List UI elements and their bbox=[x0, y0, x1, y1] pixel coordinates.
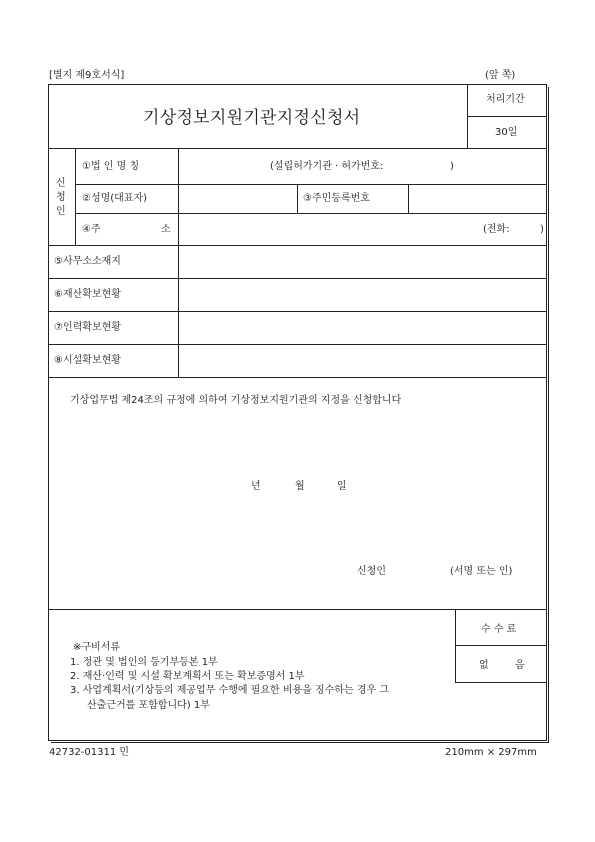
applicant-group-label-1: 신 bbox=[56, 178, 66, 189]
form-number: [별지 제9호서식] bbox=[49, 70, 125, 81]
address-label-end: 소 bbox=[161, 224, 171, 235]
rule-fee-bottom bbox=[455, 682, 547, 683]
representative-name-label: ②성명(대표자) bbox=[82, 193, 148, 204]
rule-name-split-2 bbox=[408, 184, 409, 213]
signature-note: (서명 또는 인) bbox=[450, 566, 513, 577]
rule-fee-split bbox=[455, 645, 547, 646]
required-document-3-cont: 산출근거를 포함합니다) 1부 bbox=[87, 700, 210, 711]
phone-close: ) bbox=[540, 224, 544, 235]
rule-title-bottom bbox=[48, 148, 547, 149]
required-document-1: 1. 정관 및 법인의 등기부등본 1부 bbox=[70, 657, 218, 668]
rule-applicant-1 bbox=[75, 184, 547, 185]
processing-period-value: 30일 bbox=[495, 127, 518, 138]
rule-name-split-1 bbox=[297, 184, 298, 213]
rule-applicant-bottom bbox=[48, 245, 547, 246]
date-day-label: 일 bbox=[337, 481, 347, 492]
corp-name-label: ①법 인 명 칭 bbox=[82, 161, 140, 172]
phone-label: (전화: bbox=[483, 224, 510, 235]
rule-fee-left bbox=[455, 609, 456, 682]
facilities-status-label: ⑧시설확보현황 bbox=[54, 355, 121, 366]
applicant-group-label-2: 청 bbox=[56, 192, 66, 203]
resident-number-label: ③주민등록번호 bbox=[303, 193, 370, 204]
personnel-status-label: ⑦인력확보현황 bbox=[54, 322, 121, 333]
rule-item-6 bbox=[48, 311, 547, 312]
required-document-2: 2. 재산·인력 및 시설 확보계획서 또는 확보증명서 1부 bbox=[70, 671, 305, 682]
rule-applicant-2 bbox=[75, 213, 547, 214]
fee-label: 수 수 료 bbox=[481, 624, 517, 635]
corp-license-note: (설립허가기관 · 허가번호: bbox=[270, 161, 384, 172]
form-code: 42732-01311 민 bbox=[49, 747, 130, 758]
signer-label: 신청인 bbox=[357, 566, 386, 577]
processing-period-label: 처리기간 bbox=[486, 94, 525, 105]
office-location-label: ⑤사무소소재지 bbox=[54, 256, 121, 267]
rule-item-8 bbox=[48, 377, 547, 378]
date-month-label: 월 bbox=[295, 481, 305, 492]
fee-value-end: 음 bbox=[515, 660, 525, 671]
page-side-label: (앞 쪽) bbox=[485, 70, 516, 81]
rule-applicant-label-right bbox=[75, 148, 76, 245]
paper-size: 210mm × 297mm bbox=[445, 747, 537, 758]
application-statement: 기상업무법 제24조의 규정에 의하여 기상정보지원기관의 지정을 신청합니다 bbox=[70, 395, 402, 406]
assets-status-label: ⑥재산확보현황 bbox=[54, 289, 121, 300]
rule-statement-bottom bbox=[48, 609, 547, 610]
rule-item-5 bbox=[48, 278, 547, 279]
applicant-group-label-3: 인 bbox=[56, 206, 66, 217]
required-document-3: 3. 사업계획서(기상등의 제공업무 수행에 필요한 비용을 징수하는 경우 그 bbox=[70, 685, 390, 696]
required-documents-heading: ※구비서류 bbox=[73, 642, 121, 653]
form-title: 기상정보지원기관지정신청서 bbox=[143, 108, 361, 128]
rule-item-7 bbox=[48, 344, 547, 345]
address-label-start: ④주 bbox=[82, 224, 101, 235]
rule-processing-left bbox=[467, 84, 468, 148]
date-year-label: 년 bbox=[251, 481, 261, 492]
corp-license-close: ) bbox=[450, 161, 454, 172]
rule-processing-split bbox=[467, 116, 547, 117]
rule-label-column bbox=[178, 148, 179, 377]
fee-value-start: 없 bbox=[479, 660, 489, 671]
